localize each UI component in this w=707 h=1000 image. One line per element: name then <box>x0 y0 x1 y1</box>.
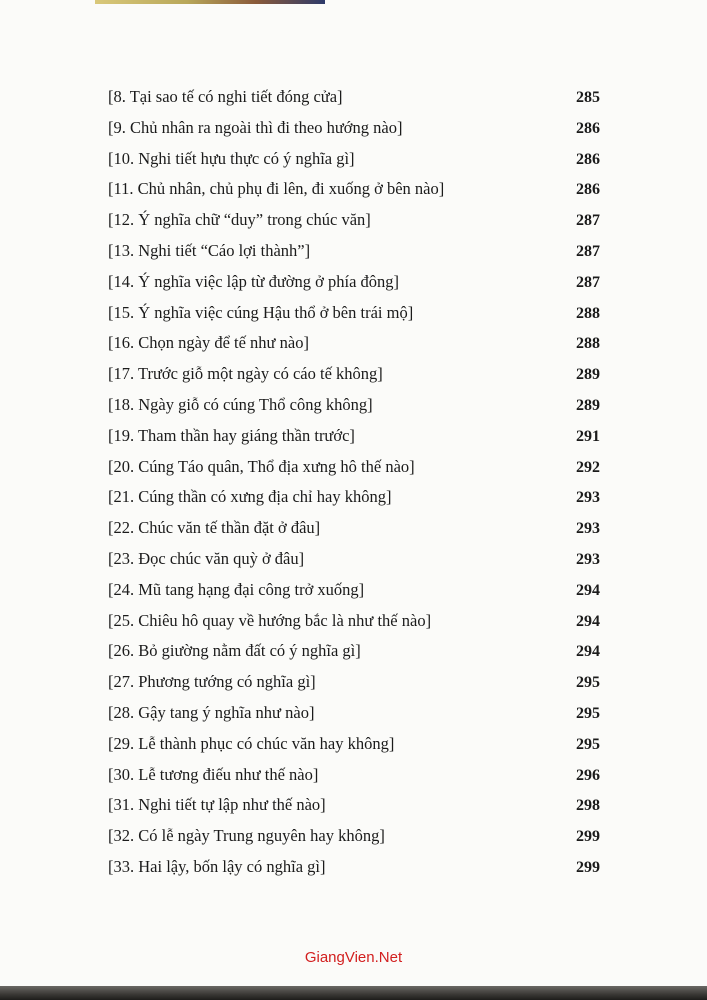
toc-entry-page-number: 294 <box>576 643 600 661</box>
toc-entry <box>108 174 600 205</box>
toc-entry-title: [14. Ý nghĩa việc lập từ đường ở phía đông] <box>108 271 400 291</box>
toc-entry <box>108 821 600 852</box>
toc-entry-page-number: 295 <box>576 704 600 722</box>
toc-entry <box>108 267 600 298</box>
toc-entry <box>108 113 600 144</box>
toc-entry <box>108 82 600 113</box>
table-of-contents <box>108 82 600 883</box>
toc-entry <box>108 390 600 421</box>
toc-entry-page-number: 294 <box>576 612 600 630</box>
toc-entry <box>108 298 600 329</box>
toc-entry-page-number: 287 <box>576 212 600 230</box>
toc-entry-title: [27. Phương tướng có nghĩa gì] <box>108 672 316 692</box>
toc-entry <box>108 482 600 513</box>
toc-entry-page-number: 293 <box>576 520 600 538</box>
toc-entry-title: [19. Tham thần hay giáng thần trước] <box>108 425 355 445</box>
toc-entry <box>108 790 600 821</box>
toc-entry-page-number: 285 <box>576 89 600 106</box>
toc-entry <box>108 144 600 175</box>
toc-entry <box>108 636 600 667</box>
toc-entry-page-number: 288 <box>576 335 600 353</box>
toc-entry-title: [21. Cúng thần có xưng địa chỉ hay không] <box>108 487 392 507</box>
page-edge-bottom <box>0 986 707 1000</box>
toc-entry-page-number: 286 <box>576 119 600 137</box>
toc-entry-title: [18. Ngày giỗ có cúng Thổ công không] <box>108 394 373 414</box>
toc-entry-title: [17. Trước giỗ một ngày có cáo tế không] <box>108 364 383 384</box>
toc-entry-title: [31. Nghi tiết tự lập như thế nào] <box>108 795 326 815</box>
toc-entry-page-number: 293 <box>576 550 600 568</box>
toc-entry-title: [8. Tại sao tế có nghi tiết đóng cửa] <box>108 87 343 106</box>
toc-entry-page-number: 287 <box>576 273 600 291</box>
toc-entry <box>108 698 600 729</box>
toc-entry <box>108 575 600 606</box>
toc-entry-title: [30. Lễ tương điếu như thế nào] <box>108 764 319 784</box>
toc-entry-page-number: 287 <box>576 242 600 260</box>
toc-entry-title: [28. Gậy tang ý nghĩa như nào] <box>108 702 315 722</box>
toc-entry <box>108 359 600 390</box>
toc-entry <box>108 729 600 760</box>
toc-entry-title: [29. Lễ thành phục có chúc văn hay không] <box>108 733 395 753</box>
toc-entry <box>108 606 600 637</box>
toc-entry-page-number: 295 <box>576 735 600 753</box>
toc-entry-title: [12. Ý nghĩa chữ “duy” trong chúc văn] <box>108 210 371 230</box>
toc-entry-page-number: 288 <box>576 304 600 322</box>
toc-entry-title: [25. Chiêu hô quay về hướng bắc là như thế nào] <box>108 610 432 630</box>
toc-entry-title: [24. Mũ tang hạng đại công trở xuống] <box>108 579 365 599</box>
page-edge-top <box>95 0 325 4</box>
toc-entry-page-number: 299 <box>576 828 600 846</box>
toc-entry <box>108 328 600 359</box>
toc-entry-page-number: 295 <box>576 674 600 692</box>
toc-entry-title: [23. Đọc chúc văn quỳ ở đâu] <box>108 548 305 568</box>
toc-entry-title: [16. Chọn ngày để tế như nào] <box>108 333 309 353</box>
toc-entry <box>108 513 600 544</box>
toc-entry <box>108 544 600 575</box>
toc-entry-title: [22. Chúc văn tế thần đặt ở đâu] <box>108 518 321 538</box>
toc-entry-page-number: 292 <box>576 458 600 476</box>
toc-entry <box>108 667 600 698</box>
toc-entry-page-number: 293 <box>576 489 600 507</box>
toc-entry-title: [26. Bỏ giường nằm đất có ý nghĩa gì] <box>108 641 361 661</box>
toc-entry-title: [10. Nghi tiết hựu thực có ý nghĩa gì] <box>108 148 355 168</box>
toc-entry-title: [33. Hai lậy, bốn lậy có nghĩa gì] <box>108 856 326 876</box>
toc-entry <box>108 421 600 452</box>
toc-entry-title: [9. Chủ nhân ra ngoài thì đi theo hướng nào] <box>108 117 403 137</box>
toc-entry-page-number: 289 <box>576 366 600 384</box>
toc-entry <box>108 452 600 483</box>
toc-entry-title: [11. Chủ nhân, chủ phụ đi lên, đi xuống ở bên nào] <box>108 179 445 199</box>
toc-entry-page-number: 286 <box>576 150 600 168</box>
toc-entry-title: [15. Ý nghĩa việc cúng Hậu thổ ở bên trái mộ] <box>108 302 414 322</box>
toc-entry-page-number: 296 <box>576 766 600 784</box>
toc-entry-page-number: 286 <box>576 181 600 199</box>
toc-entry-page-number: 298 <box>576 797 600 815</box>
toc-entry <box>108 852 600 883</box>
toc-entry-page-number: 294 <box>576 581 600 599</box>
toc-entry <box>108 760 600 791</box>
toc-entry <box>108 236 600 267</box>
toc-entry-title: [13. Nghi tiết “Cáo lợi thành”] <box>108 240 311 260</box>
toc-entry-page-number: 289 <box>576 396 600 414</box>
watermark-text: GiangVien.Net <box>304 949 403 966</box>
toc-entry <box>108 205 600 236</box>
toc-entry-title: [20. Cúng Táo quân, Thổ địa xưng hô thế nào] <box>108 456 415 476</box>
toc-entry-page-number: 291 <box>576 427 600 445</box>
toc-entry-page-number: 299 <box>576 858 600 876</box>
toc-entry-title: [32. Có lễ ngày Trung nguyên hay không] <box>108 826 385 846</box>
